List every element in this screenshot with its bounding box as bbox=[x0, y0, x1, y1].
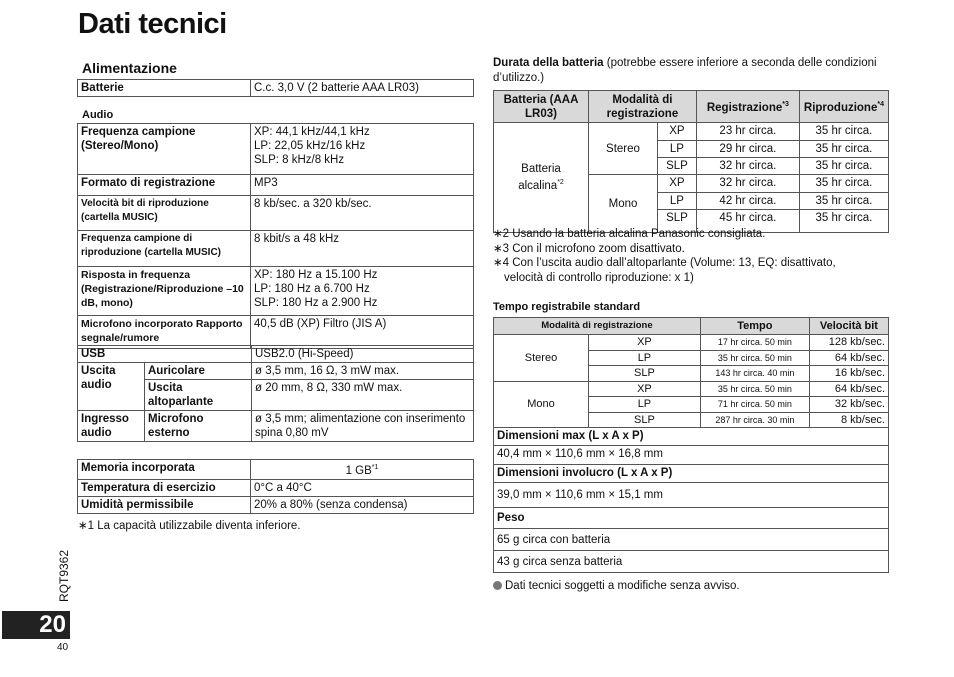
peso-con-batteria: 65 g circa con batteria bbox=[494, 529, 889, 551]
tempo-heading: Tempo registrabile standard bbox=[493, 301, 641, 313]
durata-quality: LP bbox=[658, 141, 697, 158]
durata-registrazione: 29 hr circa. bbox=[696, 141, 799, 158]
alimentazione-heading: Alimentazione bbox=[82, 60, 177, 76]
tempo-bitrate: 64 kb/sec. bbox=[809, 381, 888, 397]
tempo-table bbox=[493, 317, 889, 428]
memoria-label: Memoria incorporata bbox=[78, 460, 251, 480]
audio-row bbox=[78, 175, 474, 196]
tempo-time: 17 hr circa. 50 min bbox=[700, 335, 809, 351]
tempo-quality: LP bbox=[589, 350, 701, 366]
microfono-esterno-value: ø 3,5 mm; alimentazione con inserimento spina 0,80 mV bbox=[252, 411, 474, 442]
durata-registrazione: 32 hr circa. bbox=[696, 158, 799, 175]
durata-registrazione: 32 hr circa. bbox=[696, 175, 799, 193]
audio-value-line: SLP: 8 kHz/8 kHz bbox=[254, 154, 345, 166]
tempo-row bbox=[494, 381, 889, 397]
tempo-bitrate: 16 kb/sec. bbox=[809, 366, 888, 382]
tempo-mode-cell: Stereo bbox=[494, 335, 589, 382]
page-title: Dati tecnici bbox=[78, 8, 227, 40]
audio-row-label: Frequenza campione di riproduzione (cartella MUSIC) bbox=[78, 231, 251, 267]
audio-row bbox=[78, 316, 474, 349]
durata-registrazione: 45 hr circa. bbox=[696, 210, 799, 233]
durata-note-2: ∗2 Usando la batteria alcalina Panasonic consigliata. bbox=[493, 228, 766, 240]
umidita-value: 20% a 80% (senza condensa) bbox=[251, 496, 474, 513]
audio-heading: Audio bbox=[82, 109, 114, 121]
audio-row bbox=[78, 267, 474, 316]
audio-row-label: Frequenza campione (Stereo/Mono) bbox=[78, 124, 251, 175]
durata-riproduzione: 35 hr circa. bbox=[799, 210, 888, 233]
tempo-time: 35 hr circa. 50 min bbox=[700, 381, 809, 397]
tempo-header-modalita: Modalità di registrazione bbox=[494, 318, 701, 335]
ingresso-audio-label: Ingresso audio bbox=[78, 411, 145, 442]
bullet-icon bbox=[493, 581, 502, 590]
tempo-quality: XP bbox=[589, 381, 701, 397]
tempo-row bbox=[494, 335, 889, 351]
durata-note-4-cont: velocità di controllo riproduzione: x 1) bbox=[504, 271, 694, 284]
audio-row-value bbox=[251, 175, 474, 196]
tempo-time: 71 hr circa. 50 min bbox=[700, 397, 809, 413]
audio-value-line: 40,5 dB (XP) Filtro (JIS A) bbox=[254, 318, 387, 330]
page-number: 20 bbox=[39, 611, 66, 638]
durata-riproduzione: 35 hr circa. bbox=[799, 175, 888, 193]
durata-registrazione: 42 hr circa. bbox=[696, 193, 799, 210]
dim-max-label: Dimensioni max (L x A x P) bbox=[494, 428, 889, 446]
batterie-label: Batterie bbox=[78, 80, 251, 97]
audio-row-value bbox=[251, 267, 474, 316]
durata-riproduzione: 35 hr circa. bbox=[799, 158, 888, 175]
audio-row bbox=[78, 231, 474, 267]
batterie-value: C.c. 3,0 V (2 batterie AAA LR03) bbox=[251, 80, 474, 97]
memoria-value: 1 GB$^{*1}$ bbox=[251, 460, 474, 480]
durata-header-registrazione: Registrazione$^{*3}$ bbox=[696, 91, 799, 123]
dimensioni-table bbox=[493, 427, 889, 573]
durata-battery-cell: Batteria alcalina$^{*2}$ bbox=[494, 123, 589, 233]
audio-value-line: XP: 44,1 kHz/44,1 kHz bbox=[254, 126, 370, 138]
memoria-footnote: ∗1 La capacità utilizzabile diventa inferiore. bbox=[78, 520, 301, 532]
durata-quality: XP bbox=[658, 175, 697, 193]
audio-row-value bbox=[251, 231, 474, 267]
audio-row bbox=[78, 196, 474, 231]
alimentazione-table bbox=[77, 79, 474, 97]
temperatura-label: Temperatura di esercizio bbox=[78, 479, 251, 496]
audio-row-label: Formato di registrazione bbox=[78, 175, 251, 196]
tempo-time: 287 hr circa. 30 min bbox=[700, 412, 809, 428]
uscita-altoparlante-label: Uscita altoparlante bbox=[145, 380, 252, 411]
audio-row-label: Risposta in frequenza (Registrazione/Riproduzione –10 dB, mono) bbox=[78, 267, 251, 316]
tempo-quality: SLP bbox=[589, 366, 701, 382]
page-number-box bbox=[2, 611, 70, 639]
durata-quality: LP bbox=[658, 193, 697, 210]
durata-riproduzione: 35 hr circa. bbox=[799, 141, 888, 158]
auricolare-value: ø 3,5 mm, 16 Ω, 3 mW max. bbox=[252, 363, 474, 380]
durata-table bbox=[493, 90, 889, 233]
usb-table bbox=[77, 345, 474, 442]
audio-value-line: XP: 180 Hz a 15.100 Hz bbox=[254, 269, 378, 281]
tempo-quality: XP bbox=[589, 335, 701, 351]
durata-mode-cell: Stereo bbox=[589, 123, 658, 175]
dim-max-value: 40,4 mm × 110,6 mm × 16,8 mm bbox=[494, 446, 889, 465]
tempo-time: 35 hr circa. 50 min bbox=[700, 350, 809, 366]
audio-row-value bbox=[251, 124, 474, 175]
audio-row bbox=[78, 124, 474, 175]
tempo-header-velocita: Velocità bit bbox=[809, 318, 888, 335]
misc-table bbox=[77, 459, 474, 514]
tempo-time: 143 hr circa. 40 min bbox=[700, 366, 809, 382]
durata-quality: SLP bbox=[658, 158, 697, 175]
disclaimer: Dati tecnici soggetti a modifiche senza avviso. bbox=[493, 579, 740, 594]
audio-row-label: Velocità bit di riproduzione (cartella MUSIC) bbox=[78, 196, 251, 231]
usb-value: USB2.0 (Hi-Speed) bbox=[252, 346, 474, 363]
durata-riproduzione: 35 hr circa. bbox=[799, 123, 888, 141]
durata-header-modalita: Modalità di registrazione bbox=[589, 91, 697, 123]
durata-note-3: ∗3 Con il microfono zoom disattivato. bbox=[493, 242, 685, 255]
uscita-audio-label: Uscita audio bbox=[78, 363, 145, 411]
tempo-bitrate: 64 kb/sec. bbox=[809, 350, 888, 366]
audio-value-line: 8 kb/sec. a 320 kb/sec. bbox=[254, 198, 372, 210]
umidita-label: Umidità permissibile bbox=[78, 496, 251, 513]
document-code: RQT9362 bbox=[57, 549, 71, 602]
audio-value-line: SLP: 180 Hz a 2.900 Hz bbox=[254, 297, 378, 309]
dim-involucro-label: Dimensioni involucro (L x A x P) bbox=[494, 465, 889, 483]
tempo-mode-cell: Mono bbox=[494, 381, 589, 428]
dim-involucro-value: 39,0 mm × 110,6 mm × 15,1 mm bbox=[494, 483, 889, 508]
durata-registrazione: 23 hr circa. bbox=[696, 123, 799, 141]
audio-value-line: LP: 22,05 kHz/16 kHz bbox=[254, 140, 366, 152]
tempo-bitrate: 128 kb/sec. bbox=[809, 335, 888, 351]
durata-quality: SLP bbox=[658, 210, 697, 233]
durata-row bbox=[494, 123, 889, 141]
peso-label: Peso bbox=[494, 508, 889, 529]
audio-value-line: LP: 180 Hz a 6.700 Hz bbox=[254, 283, 370, 295]
audio-value-line: MP3 bbox=[254, 177, 278, 189]
durata-notes bbox=[493, 227, 893, 285]
page-number-small: 40 bbox=[57, 642, 69, 653]
microfono-esterno-label: Microfono esterno bbox=[145, 411, 252, 442]
audio-value-line: 8 kbit/s a 48 kHz bbox=[254, 233, 340, 245]
usb-label: USB bbox=[78, 346, 252, 363]
durata-mode-cell: Mono bbox=[589, 175, 658, 233]
durata-header-batteria: Batteria (AAA LR03) bbox=[494, 91, 589, 123]
tempo-bitrate: 8 kb/sec. bbox=[809, 412, 888, 428]
temperatura-value: 0°C a 40°C bbox=[251, 479, 474, 496]
tempo-quality: SLP bbox=[589, 412, 701, 428]
audio-row-label: Microfono incorporato Rapporto segnale/rumore bbox=[78, 316, 251, 349]
audio-row-value bbox=[251, 196, 474, 231]
durata-note-4: ∗4 Con l’uscita audio dall’altoparlante (Volume: 13, EQ: disattivato, bbox=[493, 257, 836, 269]
durata-quality: XP bbox=[658, 123, 697, 141]
audio-table bbox=[77, 123, 474, 349]
tempo-header-tempo: Tempo bbox=[700, 318, 809, 335]
tempo-bitrate: 32 kb/sec. bbox=[809, 397, 888, 413]
durata-heading: Durata della batteria (potrebbe essere inferiore a seconda delle condizioni d’utilizzo.) bbox=[493, 57, 877, 84]
durata-riproduzione: 35 hr circa. bbox=[799, 193, 888, 210]
auricolare-label: Auricolare bbox=[145, 363, 252, 380]
tempo-quality: LP bbox=[589, 397, 701, 413]
peso-senza-batteria: 43 g circa senza batteria bbox=[494, 551, 889, 573]
audio-row-value bbox=[251, 316, 474, 349]
durata-header-riproduzione: Riproduzione$^{*4}$ bbox=[799, 91, 888, 123]
uscita-altoparlante-value: ø 20 mm, 8 Ω, 330 mW max. bbox=[252, 380, 474, 411]
